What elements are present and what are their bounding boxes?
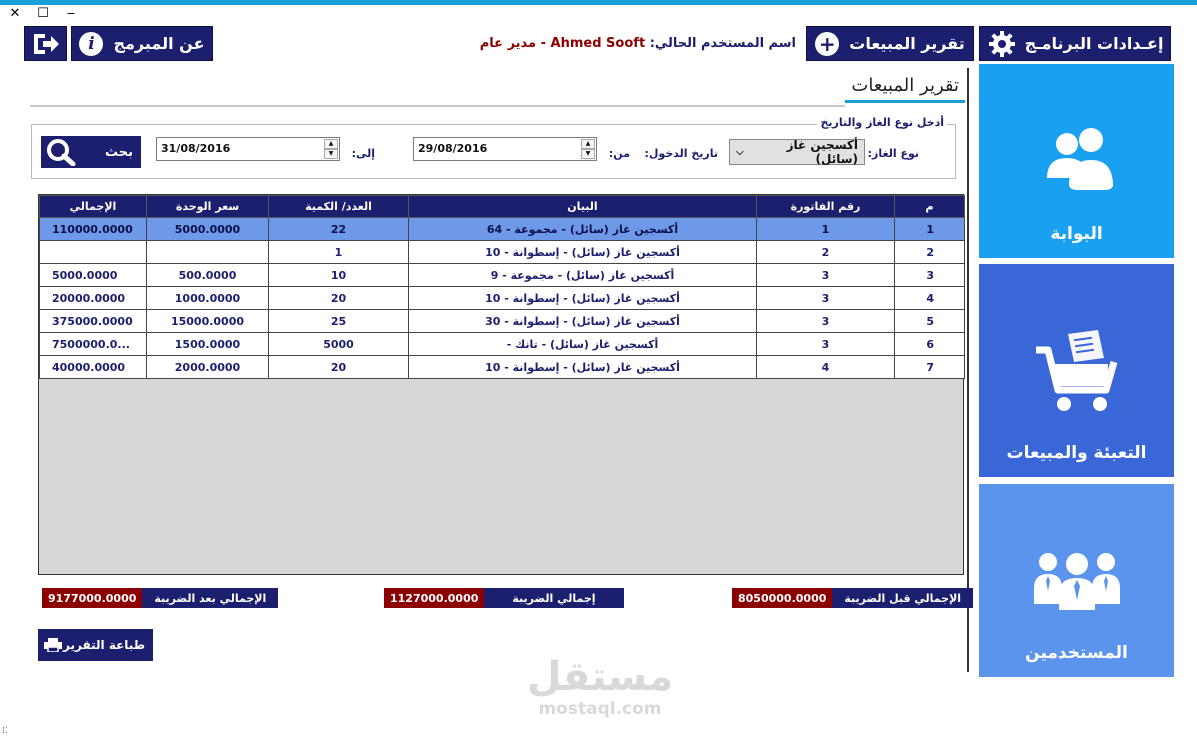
gas-type-value: أكسجين غاز (سائل) — [786, 138, 858, 166]
column-header-invoice[interactable]: رقم الفاتورة — [757, 196, 895, 218]
mostaql-watermark — [520, 655, 680, 719]
cell-invoice: 4 — [757, 356, 895, 379]
close-window-button[interactable]: ✕ — [9, 6, 21, 21]
tile-portal-label: البوابة — [1050, 224, 1103, 244]
cell-invoice: 3 — [757, 287, 895, 310]
tile-users-label: المستخدمين — [1025, 643, 1128, 663]
tile-users[interactable] — [979, 484, 1174, 677]
cell-unit-price: 15000.0000 — [147, 310, 269, 333]
cell-index: 1 — [895, 218, 965, 241]
cell-unit-price: 1000.0000 — [147, 287, 269, 310]
cell-quantity: 5000 — [269, 333, 409, 356]
cell-description: أكسجين غاز (سائل) - إسطوانة - 10 — [409, 356, 757, 379]
total-before-tax-label: الإجمالي قبل الضريبة — [832, 588, 973, 608]
total-tax-value: 1127000.0000 — [384, 588, 484, 608]
cell-total — [40, 241, 147, 264]
cell-invoice: 3 — [757, 333, 895, 356]
cell-description: أكسجين غاز (سائل) - مجموعة - 64 — [409, 218, 757, 241]
search-button[interactable] — [41, 136, 141, 168]
table-row[interactable] — [40, 356, 965, 379]
to-date-value: 31/08/2016 — [161, 142, 231, 155]
cell-invoice: 2 — [757, 241, 895, 264]
from-date-value: 29/08/2016 — [418, 142, 488, 155]
cell-index: 7 — [895, 356, 965, 379]
from-date-input[interactable] — [413, 137, 597, 161]
cell-invoice: 3 — [757, 310, 895, 333]
total-after-tax — [42, 588, 278, 608]
gas-type-label: نوع الغاز: — [867, 147, 919, 160]
from-date-spinner[interactable]: ▲ ▼ — [581, 139, 595, 159]
cell-quantity: 20 — [269, 287, 409, 310]
cell-unit-price — [147, 241, 269, 264]
cell-total: 40000.0000 — [40, 356, 147, 379]
total-tax-label: إجمالي الضريبة — [484, 588, 623, 608]
to-date-input[interactable] — [156, 137, 340, 161]
table-row[interactable] — [40, 310, 965, 333]
cell-total: 5000.0000 — [40, 264, 147, 287]
cell-quantity: 22 — [269, 218, 409, 241]
info-icon: i — [79, 32, 103, 56]
total-before-tax — [732, 588, 973, 608]
total-before-tax-value: 8050000.0000 — [732, 588, 832, 608]
printer-icon — [44, 638, 62, 652]
cell-description: أكسجين غاز (سائل) - إسطوانة - 10 — [409, 287, 757, 310]
cell-quantity: 1 — [269, 241, 409, 264]
title-divider — [30, 105, 845, 107]
tile-sales-label: التعبئة والمبيعات — [1006, 443, 1147, 463]
total-after-tax-label: الإجمالي بعد الضريبة — [142, 588, 278, 608]
cell-index: 2 — [895, 241, 965, 264]
filter-legend: أدخل نوع الغاز والتاريخ — [817, 116, 947, 129]
column-header-unit-price[interactable]: سعر الوحدة — [147, 196, 269, 218]
cell-index: 4 — [895, 287, 965, 310]
cell-unit-price: 2000.0000 — [147, 356, 269, 379]
cell-invoice: 1 — [757, 218, 895, 241]
from-label: من: — [608, 147, 630, 160]
column-header-total[interactable]: الإجمالي — [40, 196, 147, 218]
cell-description: أكسجين غاز (سائل) - إسطوانة - 30 — [409, 310, 757, 333]
exit-icon — [31, 31, 61, 57]
top-accent-bar — [0, 0, 1197, 5]
plus-icon: + — [815, 32, 839, 56]
about-programmer-label: عن المبرمج — [113, 34, 205, 53]
group-users-icon — [1037, 126, 1117, 196]
table-row[interactable] — [40, 241, 965, 264]
program-settings-button[interactable] — [979, 26, 1171, 61]
watermark-latin: mostaql.com — [538, 699, 662, 719]
panel-divider — [967, 68, 969, 672]
search-label: بحث — [104, 144, 133, 160]
table-row[interactable] — [40, 264, 965, 287]
watermark-arabic: مستقل — [526, 654, 674, 700]
column-header-quantity[interactable]: العدد/ الكمية — [269, 196, 409, 218]
sales-report-label: تقرير المبيعات — [849, 34, 965, 53]
cell-description: أكسجين غاز (سائل) - إسطوانة - 10 — [409, 241, 757, 264]
chevron-down-icon: ⌵ — [736, 146, 744, 158]
column-header-index[interactable]: م — [895, 196, 965, 218]
cell-index: 5 — [895, 310, 965, 333]
restore-window-button[interactable]: ☐ — [37, 6, 49, 21]
table-row[interactable] — [40, 287, 965, 310]
print-report-label: طباعة التقرير — [63, 638, 145, 652]
cell-quantity: 10 — [269, 264, 409, 287]
table-header-row — [40, 196, 965, 218]
filter-group — [31, 116, 956, 179]
program-settings-label: إعـدادات البرنامـج — [1024, 34, 1164, 53]
current-user-label: اسم المستخدم الحالي: — [649, 36, 796, 51]
search-icon — [45, 138, 77, 166]
column-header-description[interactable]: البيان — [409, 196, 757, 218]
gas-type-select[interactable] — [729, 139, 865, 165]
to-date-spinner[interactable]: ▲ ▼ — [324, 139, 338, 159]
cell-unit-price: 5000.0000 — [147, 218, 269, 241]
cell-total: 20000.0000 — [40, 287, 147, 310]
sales-report-table — [39, 195, 965, 379]
resize-grip[interactable]: ⁞⁚ — [2, 726, 8, 736]
cell-unit-price: 1500.0000 — [147, 333, 269, 356]
to-label: إلى: — [351, 147, 375, 160]
about-programmer-button[interactable] — [71, 26, 213, 61]
cell-index: 6 — [895, 333, 965, 356]
current-user-value: Ahmed Sooft - مدير عام — [479, 36, 646, 51]
page-title: تقرير المبيعات — [845, 75, 965, 103]
sales-report-grid[interactable] — [38, 194, 964, 575]
cell-quantity: 20 — [269, 356, 409, 379]
cell-index: 3 — [895, 264, 965, 287]
cell-invoice: 3 — [757, 264, 895, 287]
current-user-info — [440, 36, 796, 51]
sales-report-button[interactable] — [806, 26, 974, 61]
total-after-tax-value: 9177000.0000 — [42, 588, 142, 608]
table-row[interactable] — [40, 218, 965, 241]
cell-description: أكسجين غاز (سائل) - مجموعة - 9 — [409, 264, 757, 287]
print-report-button[interactable] — [38, 629, 153, 661]
cell-description: أكسجين غاز (سائل) - تانك - — [409, 333, 757, 356]
team-users-icon — [1032, 546, 1122, 616]
settings-gear-icon — [987, 29, 1017, 59]
cell-total: 7500000.0... — [40, 333, 147, 356]
cell-quantity: 25 — [269, 310, 409, 333]
cell-total: 375000.0000 — [40, 310, 147, 333]
tile-filling-sales[interactable] — [979, 264, 1174, 477]
table-row[interactable] — [40, 333, 965, 356]
tile-portal[interactable] — [979, 64, 1174, 258]
cell-total: 110000.0000 — [40, 218, 147, 241]
shopping-cart-icon — [1032, 328, 1122, 418]
window-controls — [8, 6, 78, 22]
cell-unit-price: 500.0000 — [147, 264, 269, 287]
entry-date-label: تاريخ الدخول: — [644, 147, 718, 160]
exit-button[interactable] — [24, 26, 67, 61]
minimize-window-button[interactable]: ‒ — [66, 6, 76, 21]
total-tax — [384, 588, 624, 608]
